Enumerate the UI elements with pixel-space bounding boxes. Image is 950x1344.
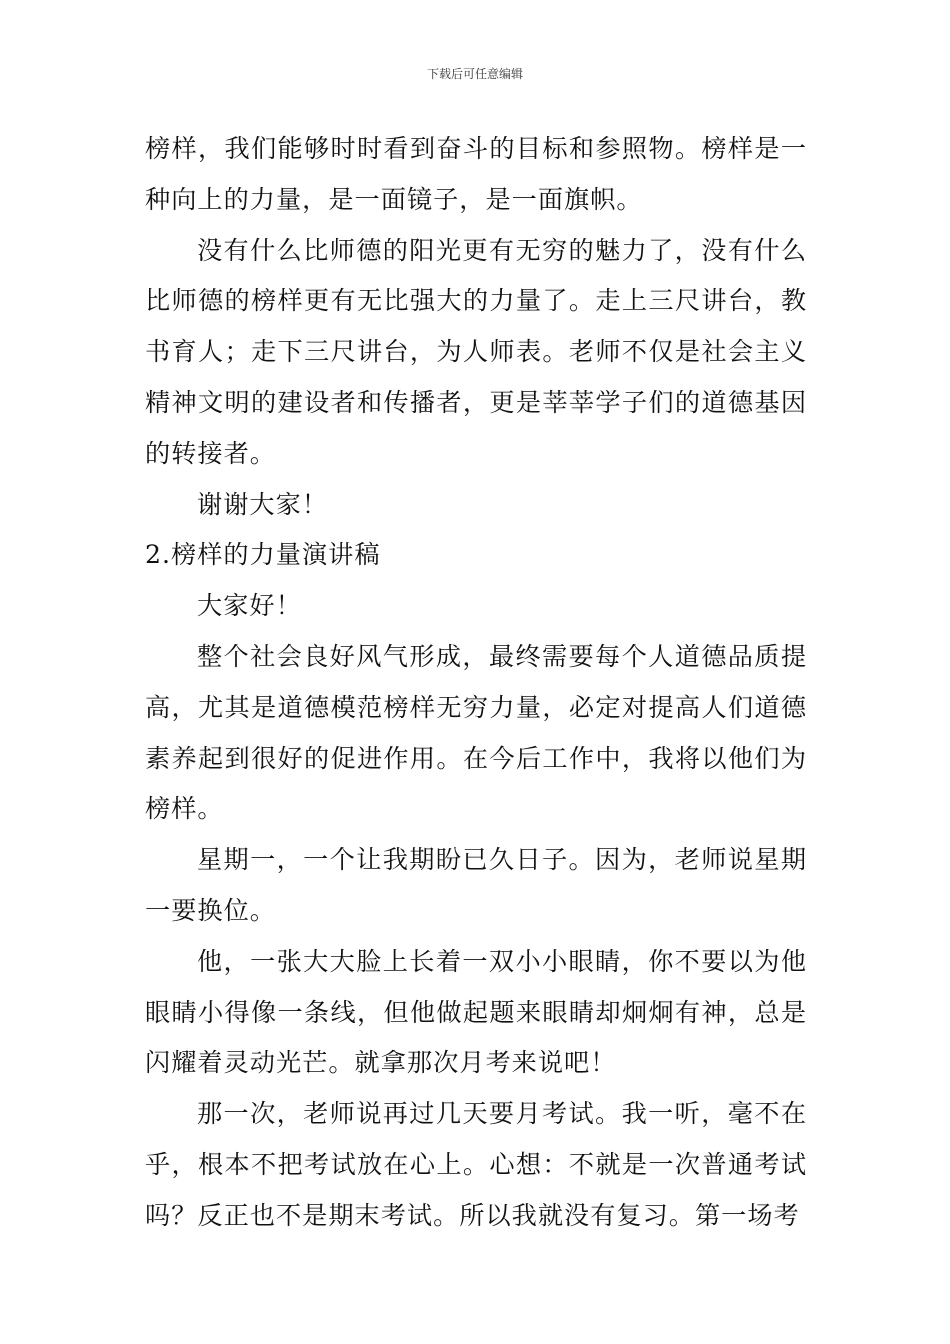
page-header: 下载后可任意编辑 — [426, 67, 523, 81]
paragraph-7: 星期一，一个让我期盼已久日子。因为，老师说星期一要换位。 — [145, 845, 807, 925]
paragraph-3: 谢谢大家！ — [197, 489, 328, 519]
section-heading: 2.榜样的力量演讲稿 — [145, 540, 381, 570]
paragraph-5: 大家好！ — [197, 591, 302, 621]
document-body — [145, 124, 807, 1242]
paragraph-6: 整个社会良好风气形成，最终需要每个人道德品质提高，尤其是道德模范榜样无穷力量，必定对提高人们道德素养起到很好的促进作用。在今后工作中，我将以他们为榜样。 — [145, 641, 807, 824]
paragraph-8: 他，一张大大脸上长着一双小小眼睛，你不要以为他眼睛小得像一条线，但他做起题来眼睛却炯炯有神，总是闪耀着灵动光芒。就拿那次月考来说吧！ — [145, 946, 807, 1078]
paragraph-9: 那一次，老师说再过几天要月考试。我一听，毫不在乎，根本不把考试放在心上。心想：不就是一次普通考试吗？反正也不是期末考试。所以我就没有复习。第一场考 — [145, 1099, 807, 1230]
paragraph-2: 没有什么比师德的阳光更有无穷的魅力了，没有什么比师德的榜样更有无比强大的力量了。走上三尺讲台，教书育人；走下三尺讲台，为人师表。老师不仅是社会主义精神文明的建设者和传播者，更是莘莘学子们的道德基因的转接者。 — [145, 235, 807, 468]
paragraph-1: 榜样，我们能够时时看到奋斗的目标和参照物。榜样是一种向上的力量，是一面镜子，是一面旗帜。 — [145, 134, 807, 214]
